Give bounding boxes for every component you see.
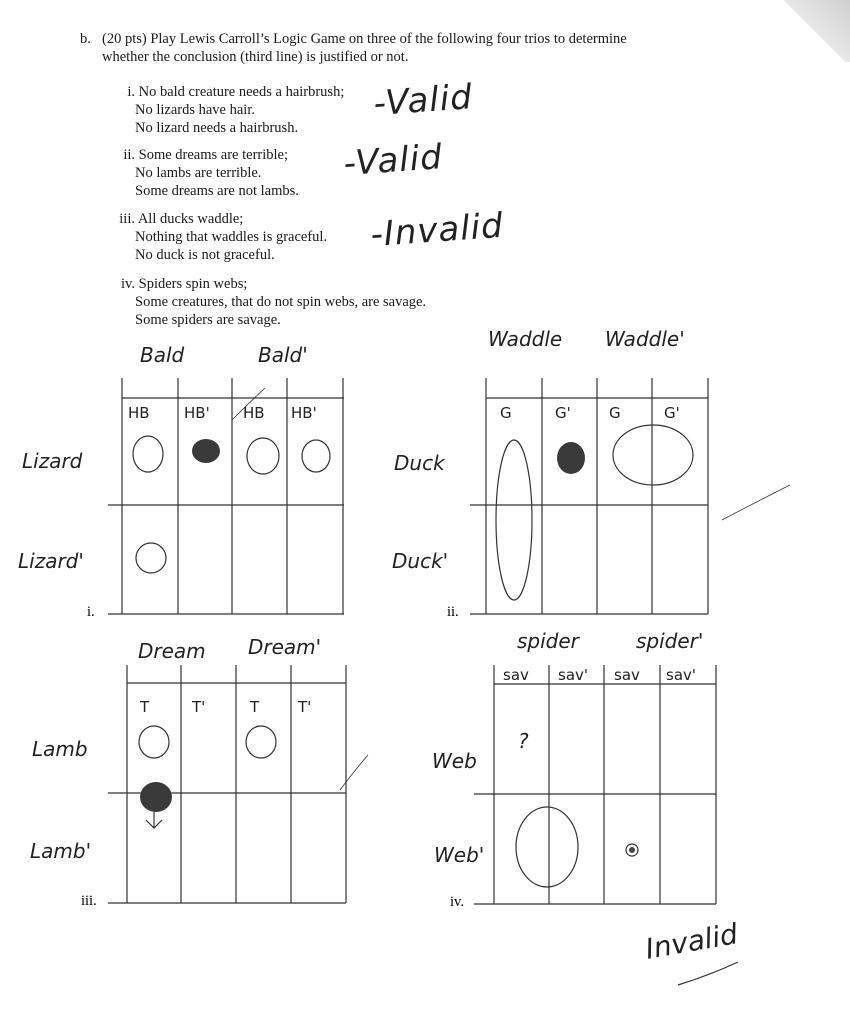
col-label: sav	[503, 666, 529, 684]
trio-number: iv.	[121, 276, 135, 292]
col-label: sav	[614, 666, 640, 684]
col-label: T'	[298, 698, 312, 716]
trio-line: No duck is not graceful.	[135, 247, 275, 263]
trio-line: All ducks waddle;	[137, 211, 244, 227]
col-label: T	[250, 698, 260, 716]
row-label: Duck'	[392, 549, 449, 573]
col-label: HB'	[291, 404, 317, 422]
diagram-label: i.	[87, 604, 95, 620]
verdict-trio-3: -Invalid	[369, 205, 505, 255]
top-label: spider'	[636, 629, 704, 653]
question-line-2: whether the conclusion (third line) is justified or not.	[102, 49, 409, 65]
col-label: HB	[243, 404, 265, 422]
trio-line: No lizards have hair.	[135, 102, 255, 118]
col-label: T'	[192, 698, 206, 716]
trio-number: i.	[127, 84, 135, 100]
diagram-label: iii.	[81, 893, 97, 909]
col-label: sav'	[666, 666, 697, 684]
row-label: Duck	[394, 451, 445, 475]
verdict-trio-2: -Valid	[342, 137, 445, 184]
row-label: Lizard	[22, 449, 83, 473]
col-label: G	[609, 404, 621, 422]
col-label: sav'	[558, 666, 589, 684]
trio-line: Some dreams are not lambs.	[135, 183, 299, 199]
trio-line: No lambs are terrible.	[135, 165, 262, 181]
top-label: spider	[517, 629, 579, 653]
final-verdict: Invalid	[642, 917, 741, 966]
question-mark: ?	[518, 729, 529, 753]
col-label: G	[500, 404, 512, 422]
trio-line: Spiders spin webs;	[138, 276, 248, 292]
row-label: Lizard'	[18, 549, 84, 573]
verdict-trio-1: -Valid	[372, 77, 475, 124]
trio-line: Some spiders are savage.	[135, 312, 281, 328]
trio-line: Nothing that waddles is graceful.	[135, 229, 328, 245]
question-label: b.	[80, 31, 91, 47]
row-label: Web	[432, 749, 477, 773]
col-label: HB	[128, 404, 150, 422]
trio-line: No lizard needs a hairbrush.	[135, 120, 299, 136]
row-label: Lamb'	[30, 839, 92, 863]
top-label: Bald	[140, 343, 185, 367]
col-label: T	[140, 698, 150, 716]
col-label: HB'	[184, 404, 210, 422]
trio-line: Some creatures, that do not spin webs, are savage.	[135, 294, 427, 310]
trio-number: iii.	[119, 211, 135, 227]
col-label: G'	[664, 404, 680, 422]
top-label: Bald'	[258, 343, 308, 367]
row-label: Lamb	[32, 737, 88, 761]
row-label: Web'	[434, 843, 485, 867]
top-label: Waddle'	[605, 327, 685, 351]
question-line-1: (20 pts) Play Lewis Carroll’s Logic Game on three of the following four trios to determine	[102, 31, 627, 47]
trio-line: No bald creature needs a hairbrush;	[138, 84, 345, 100]
top-label: Dream	[138, 639, 206, 663]
diagram-label: ii.	[447, 604, 459, 620]
trio-number: ii.	[123, 147, 135, 163]
diagram-label: iv.	[450, 894, 464, 910]
top-label: Dream'	[248, 635, 322, 659]
col-label: G'	[555, 404, 571, 422]
trio-line: Some dreams are terrible;	[138, 147, 288, 163]
top-label: Waddle	[488, 327, 563, 351]
